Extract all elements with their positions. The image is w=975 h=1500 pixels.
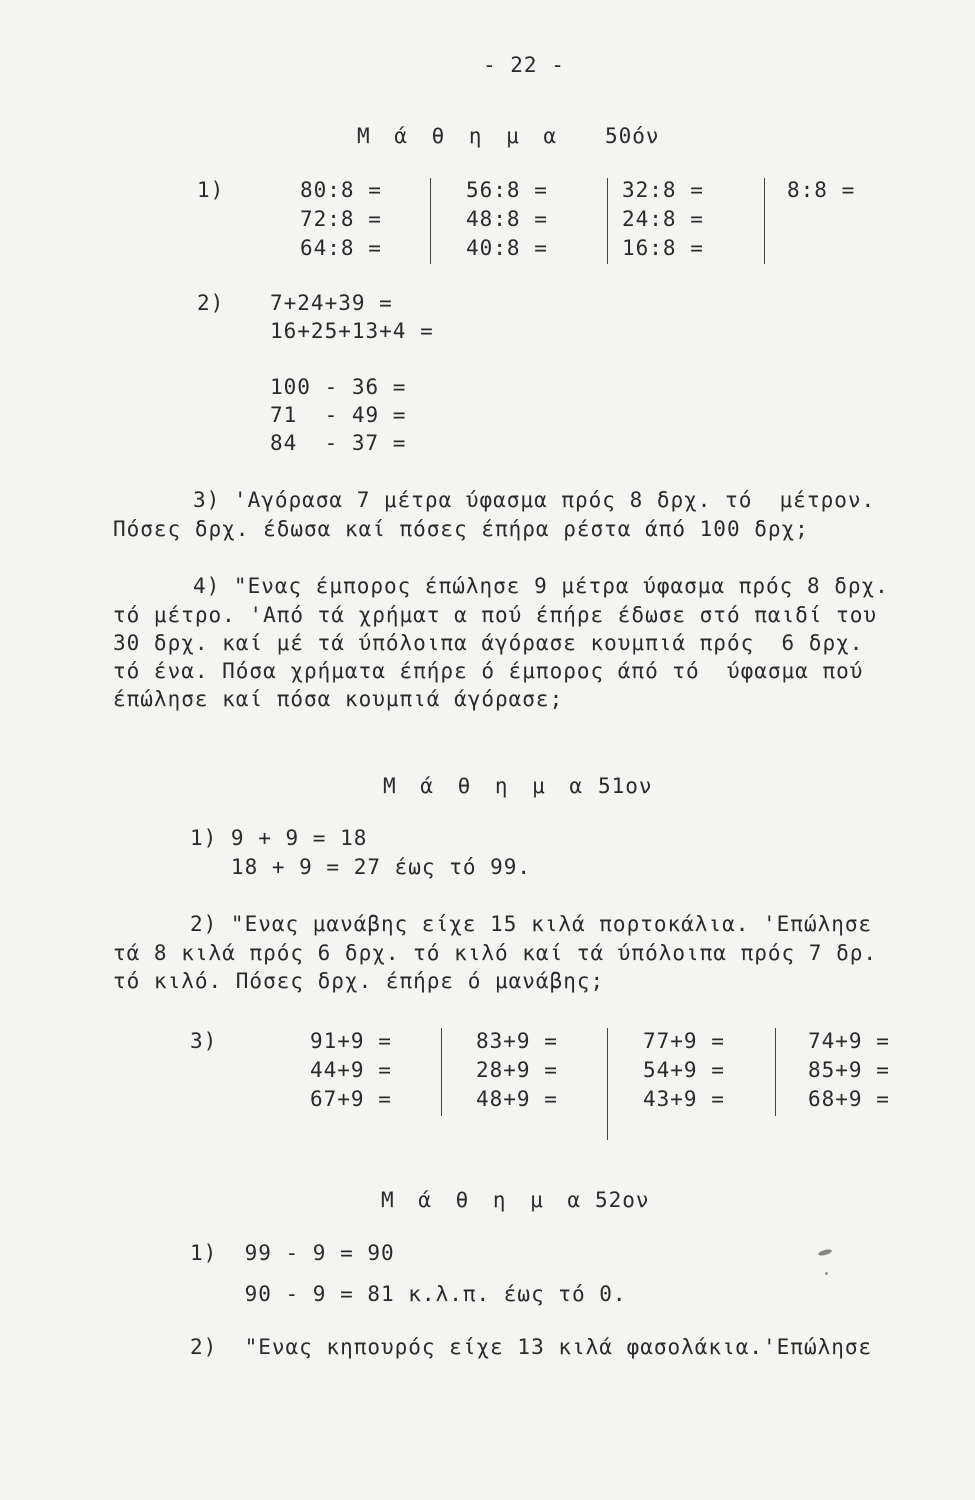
lesson-50-ex4-line: τό μέτρο. 'Από τά χρήματ α πού έπήρε έδωσε στό παιδί του bbox=[113, 603, 878, 627]
lesson-50-ex3-line: Πόσες δρχ. έδωσα καί πόσες έπήρα ρέστα άπό 100 δρχ; bbox=[113, 517, 809, 541]
lesson-50-title: Μ ά θ η μ α bbox=[357, 124, 563, 148]
division-item: 48:8 = bbox=[466, 207, 548, 231]
column-divider bbox=[607, 178, 608, 264]
lesson-51-ex2-line: τό κιλό. Πόσες δρχ. έπήρε ό μανάβης; bbox=[113, 969, 605, 993]
lesson-51-title: Μ ά θ η μ α bbox=[383, 774, 589, 798]
column-divider bbox=[441, 1028, 442, 1116]
lesson-50-ex2-label: 2) bbox=[197, 291, 225, 315]
addition-item: 48+9 = bbox=[476, 1087, 558, 1111]
column-divider bbox=[775, 1028, 776, 1116]
addition-item: 77+9 = bbox=[643, 1029, 725, 1053]
lesson-50-number: 50όν bbox=[605, 124, 660, 148]
division-item: 24:8 = bbox=[622, 207, 704, 231]
lesson-52-title: Μ ά θ η μ α bbox=[381, 1188, 587, 1212]
lesson-51-ex1-line: 18 + 9 = 27 έως τό 99. bbox=[190, 855, 532, 879]
lesson-52-number: 52ον bbox=[595, 1188, 650, 1212]
ink-smudge bbox=[825, 1272, 828, 1275]
lesson-51-number: 51ον bbox=[598, 774, 653, 798]
ink-smudge bbox=[818, 1248, 833, 1256]
division-item: 8:8 = bbox=[787, 178, 856, 202]
addition-item: 74+9 = bbox=[808, 1029, 890, 1053]
subtraction-item: 100 - 36 = bbox=[270, 375, 407, 399]
addition-item: 16+25+13+4 = bbox=[270, 319, 434, 343]
division-item: 64:8 = bbox=[300, 236, 382, 260]
division-item: 56:8 = bbox=[466, 178, 548, 202]
lesson-50-ex4-line: τό ένα. Πόσα χρήματα έπήρε ό έμπορος άπό τό ύφασμα πού bbox=[113, 659, 864, 683]
lesson-50-ex1-label: 1) bbox=[197, 178, 225, 202]
lesson-51-ex1-line: 1) 9 + 9 = 18 bbox=[190, 826, 368, 850]
lesson-52-ex1-line: 90 - 9 = 81 κ.λ.π. έως τό 0. bbox=[190, 1282, 627, 1306]
lesson-51-ex2-line: 2) "Ενας μανάβης είχε 15 κιλά πορτοκάλια. 'Επώλησε bbox=[190, 912, 873, 936]
lesson-50-ex3-line: 3) 'Αγόρασα 7 μέτρα ύφασμα πρός 8 δρχ. τό μέτρον. bbox=[193, 488, 876, 512]
lesson-51-ex3-label: 3) bbox=[190, 1029, 218, 1053]
lesson-51-ex2-line: τά 8 κιλά πρός 6 δρχ. τό κιλό καί τά ύπόλοιπα πρός 7 δρ. bbox=[113, 941, 878, 965]
column-divider bbox=[607, 1028, 608, 1140]
addition-item: 68+9 = bbox=[808, 1087, 890, 1111]
lesson-50-ex4-line: έπώλησε καί πόσα κουμπιά άγόρασε; bbox=[113, 687, 564, 711]
lesson-52-ex1-line: 1) 99 - 9 = 90 bbox=[190, 1241, 395, 1265]
addition-item: 43+9 = bbox=[643, 1087, 725, 1111]
division-item: 80:8 = bbox=[300, 178, 382, 202]
lesson-52-ex2-line: 2) "Ενας κηπουρός είχε 13 κιλά φασολάκια.'Επώλησε bbox=[190, 1335, 873, 1359]
addition-item: 7+24+39 = bbox=[270, 291, 393, 315]
column-divider bbox=[764, 178, 765, 264]
column-divider bbox=[430, 178, 431, 264]
addition-item: 28+9 = bbox=[476, 1058, 558, 1082]
addition-item: 91+9 = bbox=[310, 1029, 392, 1053]
subtraction-item: 71 - 49 = bbox=[270, 403, 407, 427]
subtraction-item: 84 - 37 = bbox=[270, 431, 407, 455]
lesson-50-ex4-line: 4) "Ενας έμπορος έπώλησε 9 μέτρα ύφασμα πρός 8 δρχ. bbox=[193, 574, 889, 598]
division-item: 32:8 = bbox=[622, 178, 704, 202]
addition-item: 83+9 = bbox=[476, 1029, 558, 1053]
addition-item: 85+9 = bbox=[808, 1058, 890, 1082]
addition-item: 54+9 = bbox=[643, 1058, 725, 1082]
page-number: - 22 - bbox=[483, 53, 565, 77]
division-item: 72:8 = bbox=[300, 207, 382, 231]
division-item: 16:8 = bbox=[622, 236, 704, 260]
lesson-50-ex4-line: 30 δρχ. καί μέ τά ύπόλοιπα άγόρασε κουμπιά πρός 6 δρχ. bbox=[113, 631, 864, 655]
addition-item: 67+9 = bbox=[310, 1087, 392, 1111]
addition-item: 44+9 = bbox=[310, 1058, 392, 1082]
division-item: 40:8 = bbox=[466, 236, 548, 260]
